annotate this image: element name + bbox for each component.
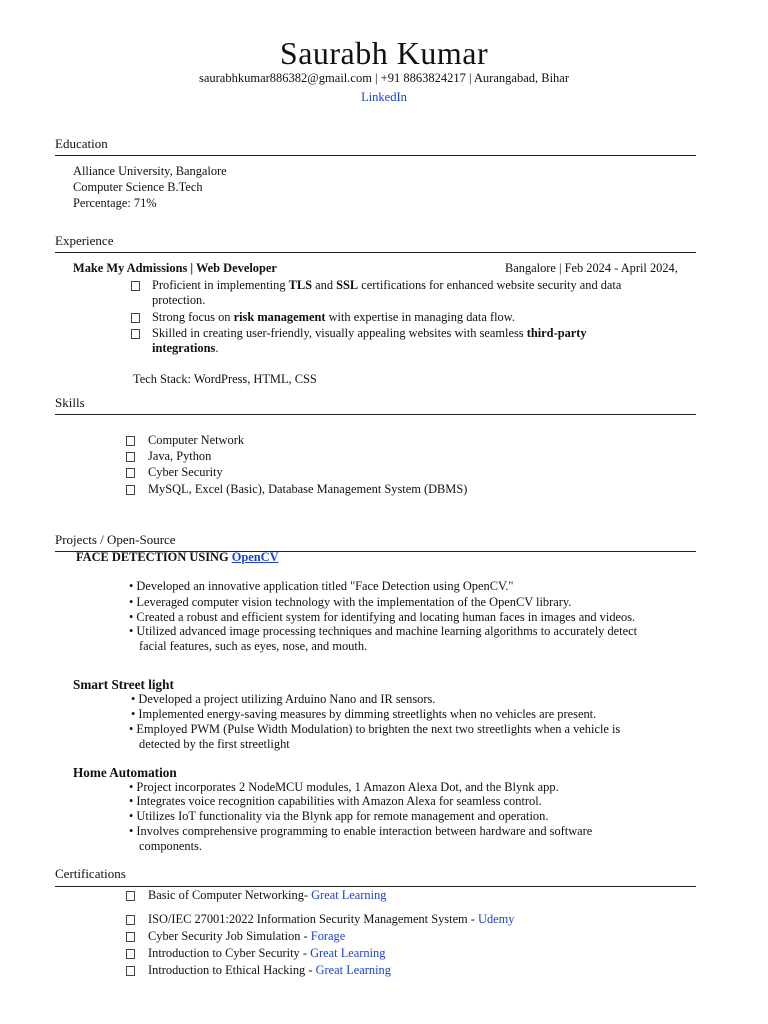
skill-item-label: MySQL, Excel (Basic), Database Management System (DBMS) bbox=[148, 482, 468, 496]
project-3-title: Home Automation bbox=[73, 765, 177, 780]
checkbox-bullet-icon bbox=[131, 281, 140, 291]
certification-label: Introduction to Cyber Security - Great Learning bbox=[148, 946, 386, 960]
project-1-bullet: • Leveraged computer vision technology with the implementation of the OpenCV library. bbox=[129, 595, 572, 609]
skill-item bbox=[126, 483, 135, 498]
provider-link[interactable]: Great Learning bbox=[310, 946, 386, 960]
project-3-bullet: • Utilizes IoT functionality via the Blynk app for remote management and operation. bbox=[129, 809, 549, 823]
project-3-bullet: • Project incorporates 2 NodeMCU modules, 1 Amazon Alexa Dot, and the Blynk app. bbox=[129, 780, 559, 794]
education-percentage: Percentage: 71% bbox=[73, 196, 157, 210]
project-1-bullet: • Created a robust and efficient system for identifying and locating human faces in images and videos. bbox=[129, 610, 636, 624]
tech-stack: Tech Stack: WordPress, HTML, CSS bbox=[133, 372, 317, 386]
contact-info: saurabhkumar886382@gmail.com | +91 8863824217 | Aurangabad, Bihar bbox=[198, 71, 570, 85]
linkedin-link[interactable]: LinkedIn bbox=[361, 90, 407, 104]
experience-bullet-2-text: Strong focus on risk management with expertise in managing data flow. bbox=[152, 310, 515, 324]
project-1-bullet-cont: facial features, such as eyes, nose, and mouth. bbox=[139, 639, 368, 653]
project-1-bullet: • Developed an innovative application titled "Face Detection using OpenCV." bbox=[129, 579, 514, 593]
project-2-bullet-cont: detected by the first streetlight bbox=[139, 737, 290, 751]
project-2-bullet: • Employed PWM (Pulse Width Modulation) to brighten the next two streetlights when a vehicle is bbox=[129, 722, 621, 736]
certification-label: Basic of Computer Networking- Great Learning bbox=[148, 888, 387, 902]
skills-divider bbox=[55, 414, 696, 415]
education-divider bbox=[55, 155, 696, 156]
checkbox-bullet-icon bbox=[126, 436, 135, 446]
skills-heading: Skills bbox=[55, 395, 85, 410]
experience-bullet-1-cont: protection. bbox=[152, 293, 206, 307]
project-1-bullet: • Utilized advanced image processing techniques and machine learning algorithms to accurately detect bbox=[129, 624, 638, 638]
checkbox-bullet-icon bbox=[126, 932, 135, 942]
certification-label: ISO/IEC 27001:2022 Information Security Management System - Udemy bbox=[148, 912, 515, 926]
skill-item bbox=[126, 450, 135, 465]
experience-location-dates: Bangalore | Feb 2024 - April 2024, bbox=[505, 261, 678, 275]
experience-divider bbox=[55, 252, 696, 253]
skill-item-label: Java, Python bbox=[148, 449, 212, 463]
checkbox-bullet-icon bbox=[131, 329, 140, 339]
skill-item bbox=[126, 434, 135, 449]
project-2-bullet: • Implemented energy-saving measures by dimming streetlights when no vehicles are present. bbox=[131, 707, 597, 721]
experience-bullet-3-cont: integrations. bbox=[152, 341, 219, 355]
skill-item bbox=[126, 466, 135, 481]
checkbox-bullet-icon bbox=[126, 452, 135, 462]
resume-name: Saurabh Kumar bbox=[279, 35, 489, 71]
checkbox-bullet-icon bbox=[126, 966, 135, 976]
project-3-bullet: • Integrates voice recognition capabilities with Amazon Alexa for seamless control. bbox=[129, 794, 542, 808]
experience-bullet-2 bbox=[131, 311, 140, 326]
provider-link[interactable]: Udemy bbox=[478, 912, 515, 926]
project-2-bullet: • Developed a project utilizing Arduino Nano and IR sensors. bbox=[131, 692, 436, 706]
education-heading: Education bbox=[55, 136, 108, 151]
certification-item bbox=[126, 964, 135, 979]
checkbox-bullet-icon bbox=[126, 949, 135, 959]
experience-heading: Experience bbox=[55, 233, 114, 248]
certification-item bbox=[126, 889, 135, 904]
checkbox-bullet-icon bbox=[126, 891, 135, 901]
certification-item bbox=[126, 947, 135, 962]
experience-bullet-3-text: Skilled in creating user-friendly, visually appealing websites with seamless third-party bbox=[152, 326, 587, 340]
project-2-title: Smart Street light bbox=[73, 677, 174, 692]
certification-item bbox=[126, 913, 135, 928]
certification-label: Introduction to Ethical Hacking - Great Learning bbox=[148, 963, 391, 977]
checkbox-bullet-icon bbox=[126, 485, 135, 495]
project-1-title: FACE DETECTION USING OpenCV bbox=[76, 550, 279, 564]
skill-item-label: Cyber Security bbox=[148, 465, 223, 479]
project-3-bullet: • Involves comprehensive programming to enable interaction between hardware and software bbox=[129, 824, 593, 838]
provider-link[interactable]: Forage bbox=[310, 929, 346, 943]
experience-bullet-3 bbox=[131, 327, 140, 342]
checkbox-bullet-icon bbox=[126, 468, 135, 478]
provider-link[interactable]: Great Learning bbox=[315, 963, 391, 977]
certifications-divider bbox=[55, 886, 696, 887]
experience-bullet-1-text: Proficient in implementing TLS and SSL certifications for enhanced website security and data bbox=[152, 278, 622, 292]
education-degree: Computer Science B.Tech bbox=[73, 180, 203, 194]
certifications-heading: Certifications bbox=[55, 866, 126, 881]
certification-item bbox=[126, 930, 135, 945]
skill-item-label: Computer Network bbox=[148, 433, 245, 447]
experience-role: Make My Admissions | Web Developer bbox=[73, 261, 277, 275]
certification-label: Cyber Security Job Simulation - Forage bbox=[148, 929, 346, 943]
education-university: Alliance University, Bangalore bbox=[73, 164, 227, 178]
project-3-bullet-cont: components. bbox=[139, 839, 202, 853]
provider-link[interactable]: Great Learning bbox=[311, 888, 387, 902]
projects-heading: Projects / Open-Source bbox=[55, 532, 176, 547]
checkbox-bullet-icon bbox=[126, 915, 135, 925]
checkbox-bullet-icon bbox=[131, 313, 140, 323]
experience-bullet-1 bbox=[131, 279, 140, 294]
opencv-link[interactable]: OpenCV bbox=[231, 550, 279, 564]
